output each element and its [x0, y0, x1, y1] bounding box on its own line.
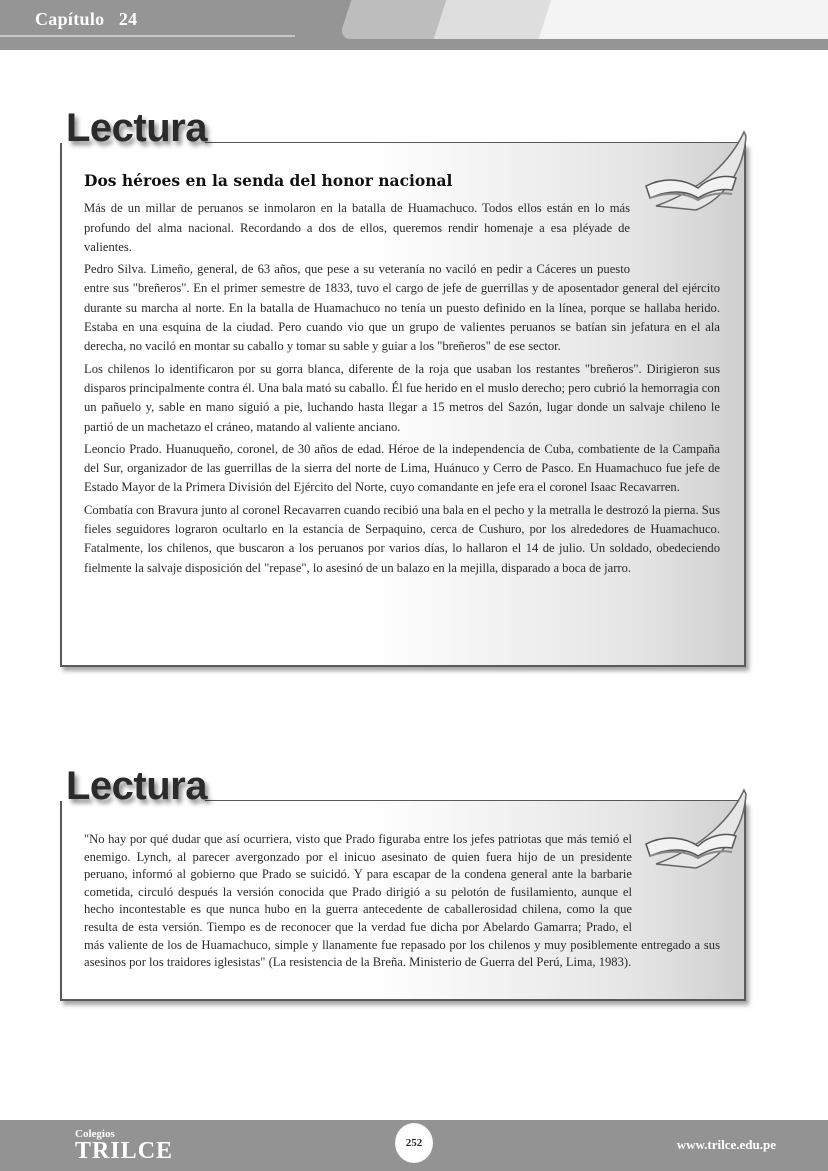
page-number: 252: [395, 1123, 433, 1163]
paragraph: Pedro Silva. Limeño, general, de 63 años, que pese a su veteranía no vaciló en pedir a Cáceres un puesto entre sus "breñeros". En el primer semestre de 1833, tuvo el cargo de jefe de guerrillas y de aposentador general del ejército durante su marcha al norte. En la batalla de Huamachuco no tenía un puesto definido en la línea, porque se hallaba herido. Estaba en una esquina de la ciudad. Pero cuando vio que un grupo de valientes peruanos se batían sin jefatura en el ala derecha, no vaciló en montar su caballo y tomar su sable y guiar a los "breñeros" de ese sector.: [84, 262, 720, 354]
section-label: Lectura: [66, 106, 207, 150]
header-underline: [0, 35, 295, 37]
reading-title: Dos héroes en la senda del honor nacional: [84, 171, 453, 190]
website-link[interactable]: www.trilce.edu.pe: [676, 1137, 776, 1152]
section-label: Lectura: [66, 764, 207, 808]
reading-content: [84, 171, 720, 581]
reading-content: [84, 831, 720, 975]
open-book-icon: [636, 128, 752, 218]
reading-box-1: [60, 143, 746, 667]
header-decoration: [539, 0, 828, 39]
header-decoration: [434, 0, 557, 39]
paragraph: Combatía con Bravura junto al coronel Recavarren cuando recibió una bala en el pecho y la metralla le destrozó la pierna. Sus fieles seguidores lograron ocultarlo en la estancia de Serpaquino, cerca de Cushuro, por los alrededores de Huamachuco. Fatalmente, los chilenos, que buscaron a los peruanos por varios días, lo hallaron el 14 de julio. Un soldado, obedeciendo fielmente la salvaje disposición del "repase", lo asesinó de un balazo en la mejilla, disparado a boca de jarro.: [84, 502, 720, 575]
chapter-title: Capítulo 24: [35, 9, 138, 29]
page-footer: [0, 1120, 828, 1171]
page-header: [0, 0, 828, 50]
logo: TRILCE: [75, 1138, 174, 1164]
open-book-icon: [636, 786, 752, 876]
logo-subtitle: Colegios: [75, 1128, 115, 1140]
paragraph: "No hay por qué dudar que así ocurriera, visto que Prado figuraba entre los jefes patriotas que más temió el enemigo. Lynch, al parecer avergonzado por el inicuo asesinato de quien fuera hijo de un presidente peruano, informó al gobierno que Prado se suicidó. Y para escapar de la condena general ante la barbarie cometida, circuló después la versión conocida que Prado dirigió a su pelotón de fusilamiento, aunque el hecho incontestable es que nunca hubo en la guerra antecedente de caballerosidad chilena, como la que resulta de esta versión. Tiempo es de reconocer que la verdad fue dicha por Abelardo Gamarra; Prado, el más valiente de los de Huamachuco, simple y llanamente fue repasado por los chilenos y muy posiblemente entregado a sus asesinos por los traidores iglesistas" (La resistencia de la Breña. Ministerio de Guerra del Perú, Lima, 1983).: [84, 832, 720, 970]
paragraph: Leoncio Prado. Huanuqueño, coronel, de 30 años de edad. Héroe de la independencia de Cuba, combatiente de la Campaña del Sur, organizador de las guerrillas de la sierra del norte de Lima, Huánuco y Cerro de Pasco. En Huamachuco fue jefe de Estado Mayor de la Primera División del Ejército del Norte, cuyo comandante en jefe era el coronel Isaac Recavarren.: [84, 441, 720, 495]
paragraph: Más de un millar de peruanos se inmolaron en la batalla de Huamachuco. Todos ellos están en lo más profundo del alma nacional. Recordando a dos de ellos, queremos rendir homenaje a esa pléyade de valientes.: [84, 201, 630, 254]
paragraph: Los chilenos lo identificaron por su gorra blanca, diferente de la roja que usaban los restantes "breñeros". Dirigieron sus disparos principalmente contra él. Una bala mató su caballo. Él fue herido en el muslo derecho; pero cubrió la hemorragia con un pañuelo y, sable en mano siguió a pie, luchando hasta llegar a 15 metros del Sazón, lugar donde un salvaje chileno le partió de un machetazo el cráneo, matando al valiente anciano.: [84, 361, 720, 434]
